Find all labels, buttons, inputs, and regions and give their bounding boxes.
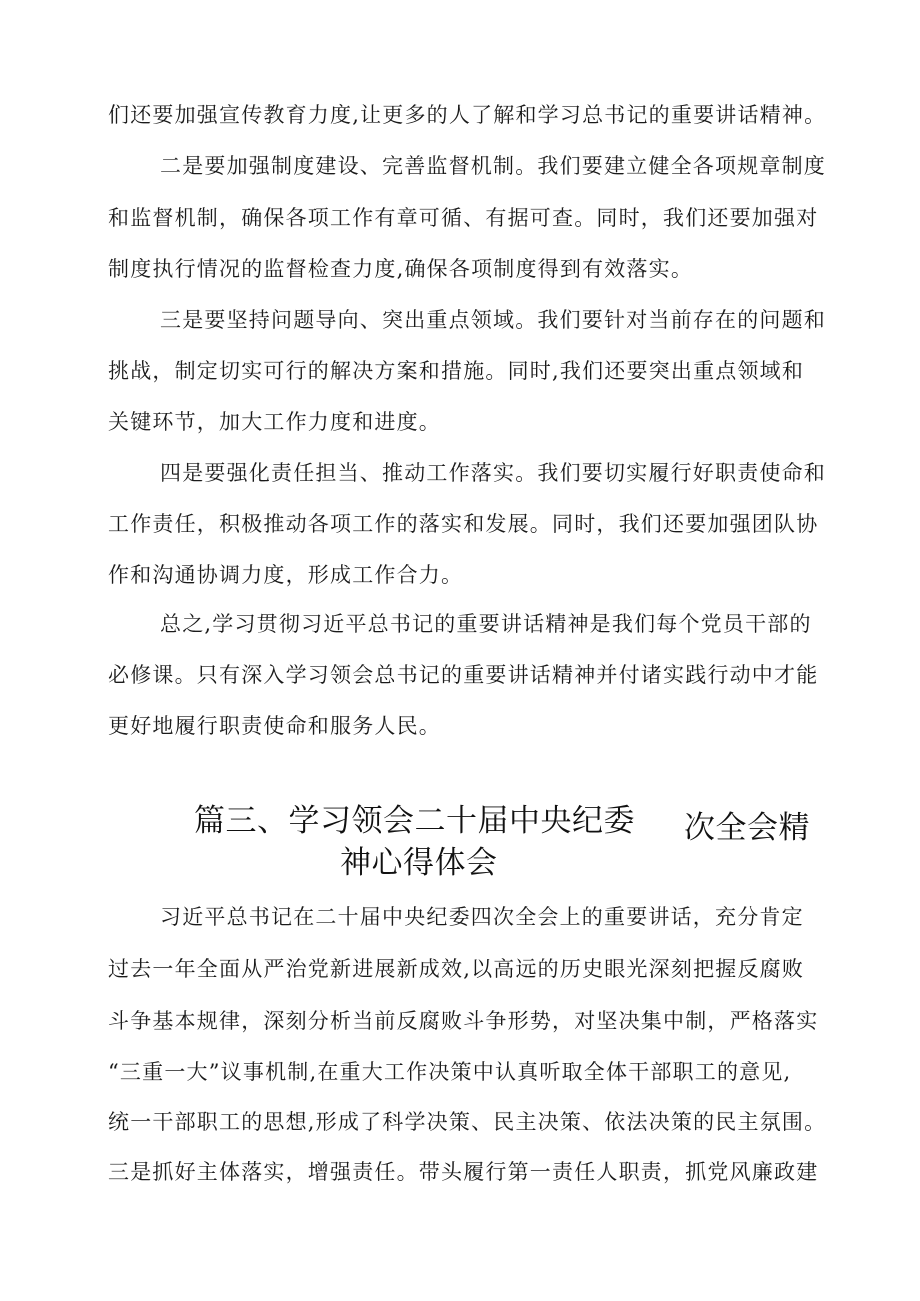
- text-line: 统一干部职工的思想,形成了科学决策、民主决策、依法决策的民主氛围。: [108, 1110, 827, 1134]
- section-heading: 篇三、学习领会二十届中央纪委: [194, 803, 635, 839]
- text-line: 们还要加强宣传教育力度,让更多的人了解和学习总书记的重要讲话精神。: [108, 103, 827, 127]
- text-line: 更好地履行职责使命和服务人民。: [108, 714, 441, 738]
- text-line: 四是要强化责任担当、推动工作落实。我们要切实履行好职责使命和: [160, 461, 826, 485]
- text-line: 总之,学习贯彻习近平总书记的重要讲话精神是我们每个党员干部的: [160, 612, 812, 636]
- text-line: 三是抓好主体落实，增强责任。带头履行第一责任人职责，抓党风廉政建: [108, 1160, 819, 1184]
- text-line: 和监督机制，确保各项工作有章可循、有据可查。同时，我们还要加强对: [108, 206, 819, 230]
- text-line: 斗争基本规律，深刻分析当前反腐败斗争形势，对坚决集中制，严格落实: [108, 1009, 819, 1033]
- text-line: 必修课。只有深入学习领会总书记的重要讲话精神并付诸实践行动中才能: [108, 663, 819, 687]
- text-line: 挑战，制定切实可行的解决方案和措施。同时,我们还要突出重点领域和: [108, 359, 805, 383]
- text-line: 二是要加强制度建设、完善监督机制。我们要建立健全各项规章制度: [160, 154, 826, 178]
- text-line: 制度执行情况的监督检查力度,确保各项制度得到有效落实。: [108, 257, 694, 281]
- text-line: 过去一年全面从严治党新进展新成效,以高远的历史眼光深刻把握反腐败: [108, 957, 805, 981]
- section-heading-continued: 次全会精: [684, 810, 810, 846]
- text-line: 作和沟通协调力度，形成工作合力。: [108, 563, 464, 587]
- text-line: 习近平总书记在二十届中央纪委四次全会上的重要讲话，充分肯定: [160, 905, 804, 929]
- text-line: 关键环节，加大工作力度和进度。: [108, 410, 441, 434]
- text-line: 三是要坚持问题导向、突出重点领域。我们要针对当前存在的问题和: [160, 308, 826, 332]
- text-line: “三重一大”议事机制,在重大工作决策中认真听取全体干部职工的意见,: [108, 1060, 792, 1084]
- text-line: 工作责任，积极推动各项工作的落实和发展。同时，我们还要加强团队协: [108, 512, 819, 536]
- section-heading-second-line: 神心得体会: [340, 845, 498, 881]
